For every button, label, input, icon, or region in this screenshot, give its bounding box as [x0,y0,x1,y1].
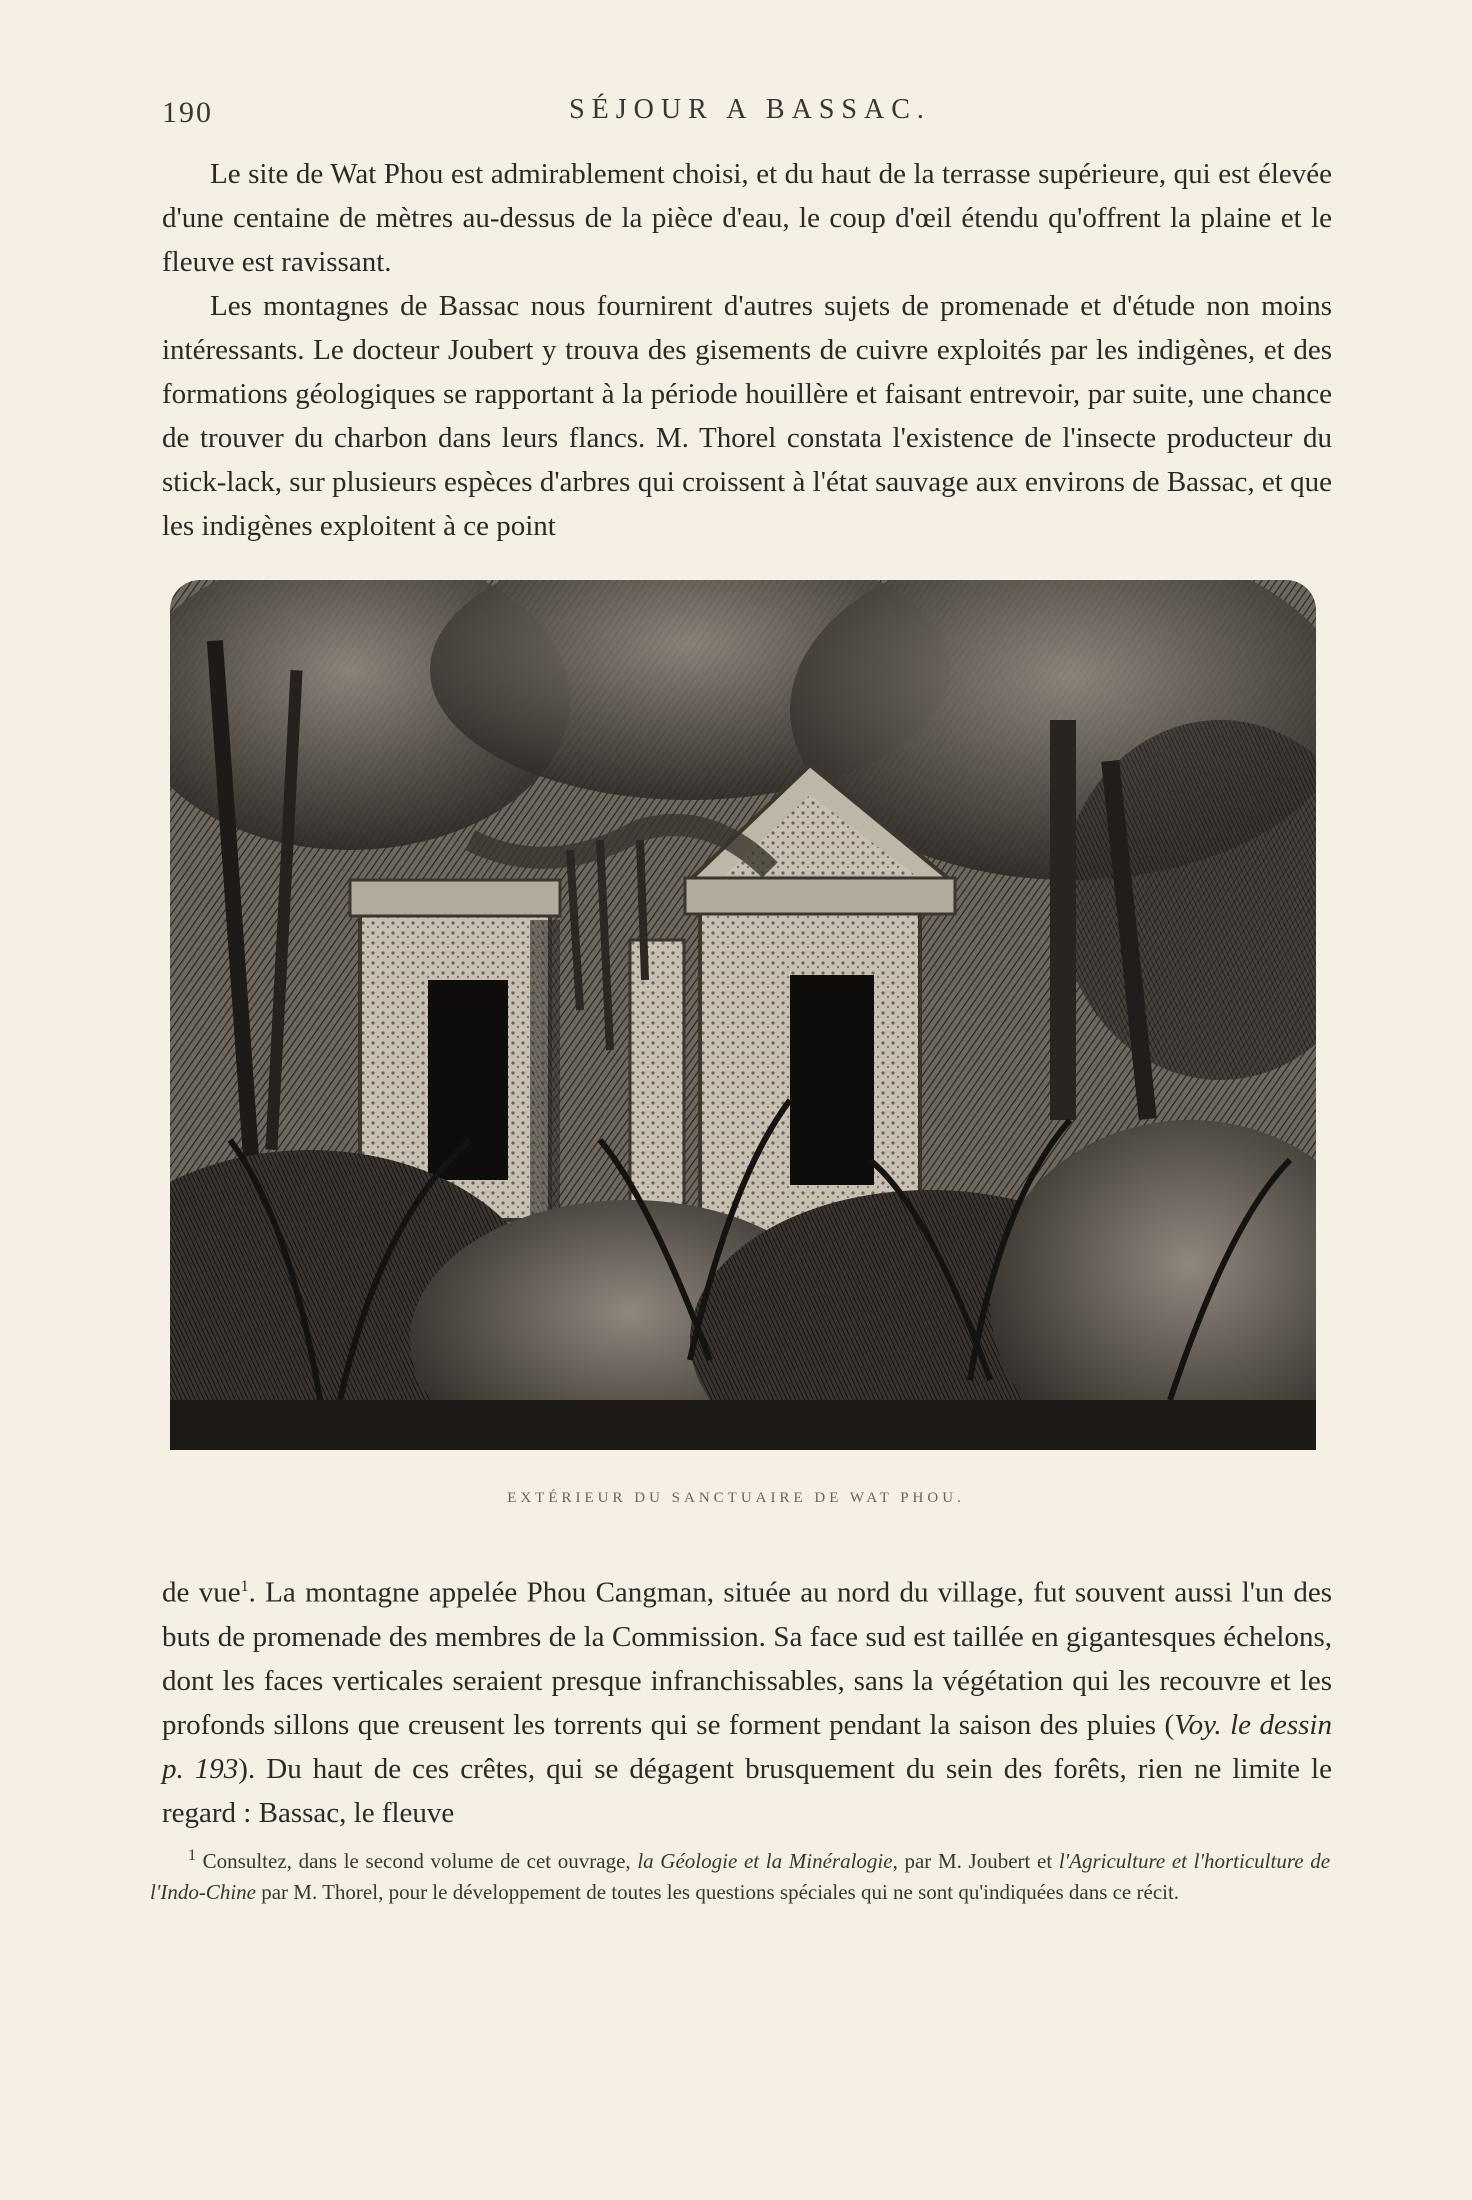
footnote-reference: 1 [240,1578,249,1595]
paragraph-phou-cangman [162,1565,1332,1835]
engraving-drawing [170,580,1316,1450]
text-cretes: ). Du haut de ces crêtes, qui se dégagent brusquement du sein des forêts, rien ne limite le regard : Bassac, le fleuve [162,1752,1332,1829]
paragraph-wat-phou-site: Le site de Wat Phou est admirablement choisi, et du haut de la terrasse supérieure, qui est élevée d'une centaine de mètres au-dessus de la pièce d'eau, le coup d'œil étendu qu'offrent la plaine et le fleuve est ravissant. [162,158,1332,278]
drawing-reference: Voy. le dessin p. 193 [162,1708,1332,1785]
footnotes [150,1840,1330,1908]
engraving-sanctuary-wat-phou [170,580,1316,1450]
figure-caption: EXTÉRIEUR DU SANCTUAIRE DE WAT PHOU. [507,1490,965,1506]
text-phou-cangman: . La montagne appelée Phou Cangman, située au nord du village, fut souvent aussi l'un des buts de promenade des membres de la Commission. Sa face sud est taillée en gigantesques échelons, dont les faces verticales seraient presque infranchissables, sans la végétation qui les recouvre et les profonds sillons que creusent les torrents qui se forment pendant la saison des pluies ( [162,1576,1332,1741]
page-number: 190 [162,96,213,129]
footnote-text-3: par M. Thorel, pour le développement de toutes les questions spéciales qui ne sont qu'indiquées dans ce récit. [255,1880,1180,1904]
footnote-mark: 1 [188,1847,196,1864]
footnote-text-1: Consultez, dans le second volume de cet ouvrage, [202,1849,638,1873]
footnote-title-geologie: la Géologie et la Minéralogie [637,1849,893,1873]
running-title: SÉJOUR A BASSAC. [569,94,931,125]
body-text-bottom [162,1565,1332,1835]
footnote-1 [150,1840,1330,1908]
footnote-text-2: , par M. Joubert et [892,1849,1059,1873]
text-de-vue: de vue [162,1576,241,1609]
footnote-title-agriculture: l'Agriculture et l'horticulture de l'Indo-Chine [150,1849,1331,1904]
body-text-top [162,152,1332,548]
paragraph-bassac-mountains: Les montagnes de Bassac nous fournirent d'autres sujets de promenade et d'étude non moins intéressants. Le docteur Joubert y trouva des gisements de cuivre exploités par les indigènes, et des formations géologiques se rapportant à la période houillère et faisant entrevoir, par suite, une chance de trouver du charbon dans leurs flancs. M. Thorel constata l'existence de l'insecte producteur du stick-lack, sur plusieurs espèces d'arbres qui croissent à l'état sauvage aux environs de Bassac, et que les indigènes exploitent à ce point [162,290,1332,542]
